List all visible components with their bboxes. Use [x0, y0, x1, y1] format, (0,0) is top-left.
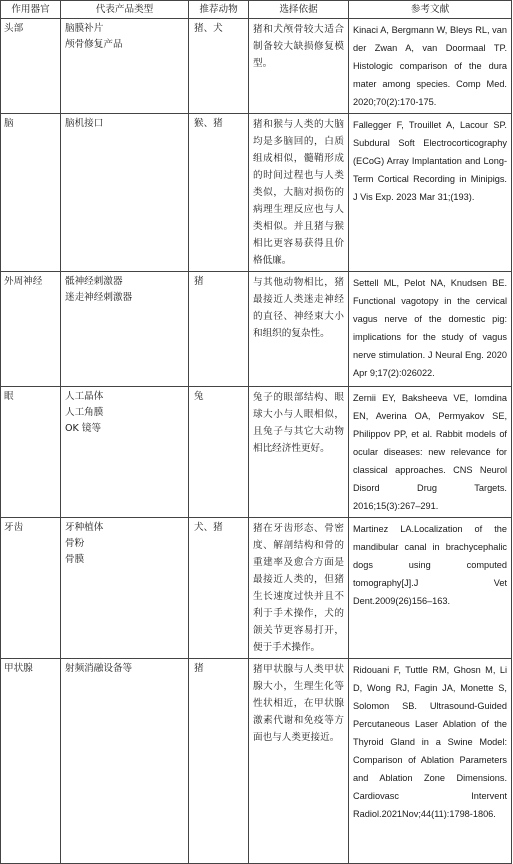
- table-row: [1, 272, 512, 387]
- reference-cell: Ridouani F, Tuttle RM, Ghosn M, Li D, Wong RJ, Fagin JA, Monette S, Solomon SB. Ultrasound-Guided Percutaneous Laser Ablation of the Thyroid Gland in a Swine Model: Comparison of Ablation Parameters and Ablation Zone Dimensions. Cardiovasc Intervent Radiol.2021Nov;44(11):1798-1806.: [349, 659, 512, 864]
- organ-cell: 脑: [1, 114, 61, 272]
- product-item: 脑机接口: [65, 118, 104, 129]
- animal-cell: 猪: [189, 272, 249, 387]
- organ-cell: 眼: [1, 387, 61, 518]
- basis-cell: 猪和猴与人类的大脑均是多脑回的，白质组成相似，髓鞘形成的时间过程也与人类类似，大脑对损伤的病理生理反应也与人类相似。并且猪与猴相比更容易获得且价格低廉。: [249, 114, 349, 272]
- organ-cell: 头部: [1, 19, 61, 114]
- header-references: 参考文献: [349, 1, 512, 19]
- basis-cell: 猪甲状腺与人类甲状腺大小，生理生化等性状相近，在甲状腺激素代谢和免疫等方面也与人类更接近。: [249, 659, 349, 864]
- table-row: [1, 387, 512, 518]
- product-item: 牙种植体: [65, 522, 104, 533]
- organ-cell: 外周神经: [1, 272, 61, 387]
- reference-cell: Settell ML, Pelot NA, Knudsen BE. Functional vagotopy in the cervical vagus nerve of the domestic pig: implications for the study of vagus nerve stimulation. J Neural Eng. 2020 Apr 9;17(2):026022.: [349, 272, 512, 387]
- product-item: 骶神经刺激器: [65, 276, 123, 287]
- product-cell: [61, 114, 189, 272]
- table-row: [1, 518, 512, 659]
- animal-cell: 猪、犬: [189, 19, 249, 114]
- product-cell: [61, 659, 189, 864]
- product-cell: [61, 19, 189, 114]
- header-organ: 作用器官: [1, 1, 61, 19]
- product-item: 迷走神经刺激器: [65, 292, 133, 303]
- product-item: 人工角膜: [65, 407, 104, 418]
- animal-cell: 犬、猪: [189, 518, 249, 659]
- product-cell: [61, 387, 189, 518]
- header-row: [1, 1, 512, 19]
- table-row: [1, 114, 512, 272]
- product-cell: [61, 518, 189, 659]
- header-selection-basis: 选择依据: [249, 1, 349, 19]
- reference-cell: Zernii EY, Baksheeva VE, Iomdina EN, Averina OA, Permyakov SE, Philippov PP, et al. Rabbit models of ocular diseases: new relevance for classical approaches. CNS Neurol Disord Drug Targets. 2016;15(3):267–291.: [349, 387, 512, 518]
- animal-cell: 猴、猪: [189, 114, 249, 272]
- reference-cell: Kinaci A, Bergmann W, Bleys RL, van der Zwan A, van Doormaal TP. Histologic comparison of the dura mater among species. Comp Med. 2020;70(2):170-175.: [349, 19, 512, 114]
- organ-cell: 牙齿: [1, 518, 61, 659]
- product-item: OK 镜等: [65, 423, 102, 434]
- product-item: 射频消融设备等: [65, 663, 133, 674]
- header-recommended-animal: 推荐动物: [189, 1, 249, 19]
- reference-cell: Fallegger F, Trouillet A, Lacour SP. Subdural Soft Electrocorticography (ECoG) Array Implantation and Long-Term Cortical Recording in Minipigs. J Vis Exp. 2023 Mar 31;(193).: [349, 114, 512, 272]
- basis-cell: 猪在牙齿形态、骨密度、解剖结构和骨的重建率及愈合方面是最接近人类的，但猪生长速度过快并且不利于手术操作，犬的颌关节更容易打开，便于手术操作。: [249, 518, 349, 659]
- basis-cell: 猪和犬颅骨较大适合制备较大缺损修复模型。: [249, 19, 349, 114]
- table-row: [1, 19, 512, 114]
- product-item: 颅骨修复产品: [65, 39, 123, 50]
- organ-cell: 甲状腺: [1, 659, 61, 864]
- animal-cell: 猪: [189, 659, 249, 864]
- product-item: 脑膜补片: [65, 23, 104, 34]
- basis-cell: 兔子的眼部结构、眼球大小与人眼相似，且兔子与其它大动物相比经济性更好。: [249, 387, 349, 518]
- product-cell: [61, 272, 189, 387]
- product-item: 骨粉: [65, 538, 85, 549]
- header-product-type: 代表产品类型: [61, 1, 189, 19]
- reference-cell: Martinez LA.Localization of the mandibular canal in brachycephalic dogs using computed tomography[J].J Vet Dent.2009(26)156–163.: [349, 518, 512, 659]
- product-item: 人工晶体: [65, 391, 104, 402]
- animal-cell: 兔: [189, 387, 249, 518]
- product-item: 骨膜: [65, 554, 85, 565]
- table-row: [1, 659, 512, 864]
- basis-cell: 与其他动物相比，猪最接近人类迷走神经的直径、神经束大小和组织的复杂性。: [249, 272, 349, 387]
